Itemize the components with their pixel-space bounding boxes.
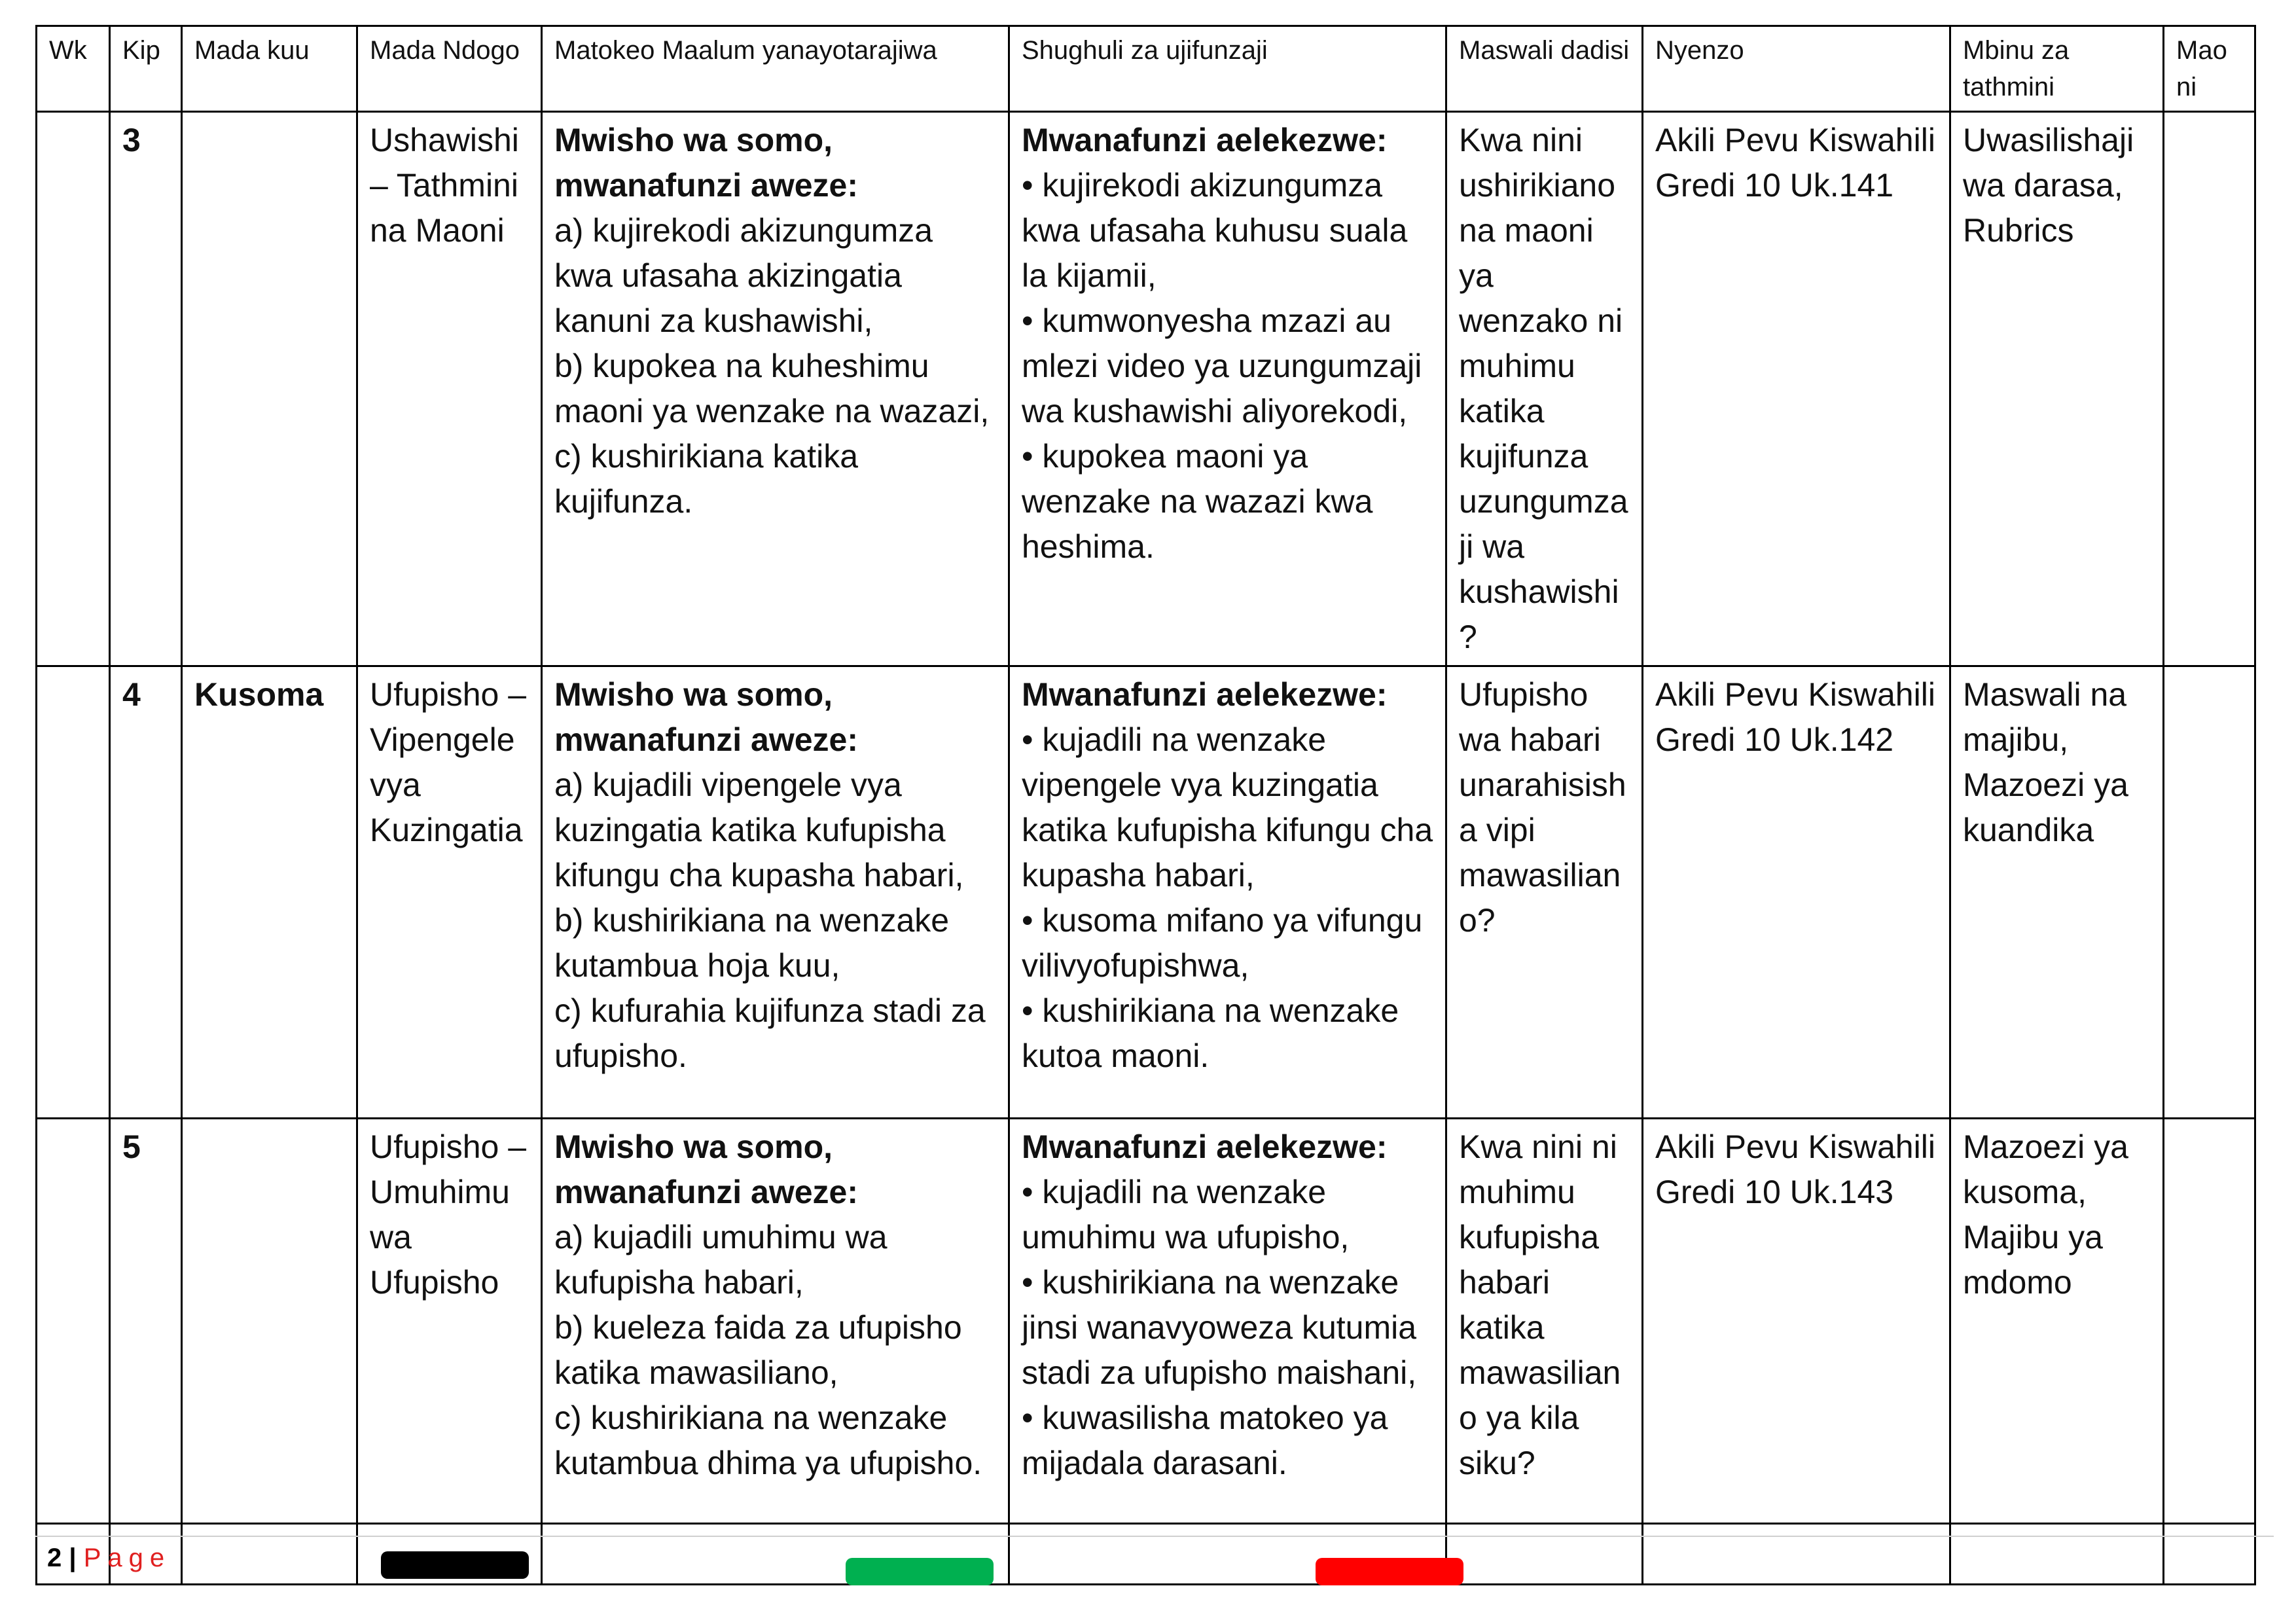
matokeo-intro: Mwisho wa somo, mwanafunzi aweze: [554,122,858,204]
shughuli-bullet-item: • kumwonyesha mzazi au mlezi video ya uzungumzaji wa kushawishi aliyorekodi, [1022,298,1433,434]
empty-cell [182,1524,357,1585]
cell-mada-ndogo: Ushawishi – Tathmini na Maoni [357,112,542,666]
matokeo-item: a) kujirekodi akizungumza kwa ufasaha akizingatia kanuni za kushawishi, [554,212,933,339]
cell-mada-kuu [182,112,357,666]
matokeo-item: c) kushirikiana katika kujifunza. [554,438,859,520]
table-row [37,112,2255,666]
scheme-of-work-table [35,25,2256,1585]
shughuli-bullet-item: • kujirekodi akizungumza kwa ufasaha kuhusu suala la kijamii, [1022,163,1433,298]
footer-divider [35,1536,2274,1537]
header-mada-ndogo: Mada Ndogo [357,26,542,112]
header-matokeo: Matokeo Maalum yanayotarajiwa [542,26,1009,112]
header-maswali: Maswali dadisi [1446,26,1643,112]
shughuli-bullet-item: • kushirikiana na wenzake jinsi wanavyoweza kutumia stadi za ufupisho maishani, [1022,1260,1433,1396]
matokeo-item: b) kushirikiana na wenzake kutambua hoja kuu, [554,902,950,984]
header-shughuli: Shughuli za ujifunzaji [1009,26,1446,112]
header-kip: Kip [110,26,182,112]
header-maoni: Mao ni [2164,26,2255,112]
cell-matokeo [542,112,1009,666]
cell-nyenzo: Akili Pevu Kiswahili Gredi 10 Uk.143 [1643,1119,1950,1524]
header-mada-kuu: Mada kuu [182,26,357,112]
cell-wk [37,112,110,666]
empty-cell [2164,1524,2255,1585]
page-word: Page [83,1543,171,1572]
cell-wk [37,1119,110,1524]
green-color-bar [846,1558,994,1585]
cell-maoni [2164,666,2255,1119]
cell-maoni [2164,112,2255,666]
cell-matokeo [542,666,1009,1119]
cell-mbinu: Uwasilishaji wa darasa, Rubrics [1950,112,2164,666]
cell-maswali: Kwa nini ni muhimu kufupisha habari katika mawasilian o ya kila siku? [1446,1119,1643,1524]
cell-shughuli [1009,1119,1446,1524]
scheme-of-work-table-container [35,25,2254,1585]
header-mbinu: Mbinu za tathmini [1950,26,2164,112]
cell-kip: 4 [110,666,182,1119]
header-wk: Wk [37,26,110,112]
cell-mbinu: Maswali na majibu, Mazoezi ya kuandika [1950,666,2164,1119]
cell-maswali: Ufupisho wa habari unarahisish a vipi mawasilian o? [1446,666,1643,1119]
cell-kip: 3 [110,112,182,666]
shughuli-bullet-item: • kushirikiana na wenzake kutoa maoni. [1022,988,1433,1079]
cell-mbinu: Mazoezi ya kusoma, Majibu ya mdomo [1950,1119,2164,1524]
empty-cell [1446,1524,1643,1585]
cell-mada-ndogo: Ufupisho – Umuhimu wa Ufupisho [357,1119,542,1524]
header-nyenzo: Nyenzo [1643,26,1950,112]
page-number: 2 [47,1543,62,1572]
table-row [37,1119,2255,1524]
matokeo-item: c) kushirikiana na wenzake kutambua dhima ya ufupisho. [554,1399,982,1481]
shughuli-intro: Mwanafunzi aelekezwe: [1022,1128,1388,1165]
shughuli-bullet-item: • kuwasilisha matokeo ya mijadala darasani. [1022,1396,1433,1486]
page-separator: | [69,1543,77,1572]
matokeo-item: c) kufurahia kujifunza stadi za ufupisho. [554,992,986,1074]
table-row [37,666,2255,1119]
cell-maswali: Kwa nini ushirikiano na maoni ya wenzako ni muhimu katika kujifunza uzungumza ji wa kushawishi? [1446,112,1643,666]
empty-table-row [37,1524,2255,1585]
cell-shughuli [1009,112,1446,666]
shughuli-bullet-item: • kusoma mifano ya vifungu vilivyofupishwa, [1022,898,1433,988]
matokeo-item: a) kujadili vipengele vya kuzingatia katika kufupisha kifungu cha kupasha habari, [554,767,964,893]
shughuli-bullet-item: • kujadili na wenzake vipengele vya kuzingatia katika kufupisha kifungu cha kupasha habari, [1022,717,1433,898]
black-color-bar [381,1551,529,1579]
shughuli-bullet-item: • kujadili na wenzake umuhimu wa ufupisho, [1022,1170,1433,1260]
cell-maoni [2164,1119,2255,1524]
matokeo-intro: Mwisho wa somo, mwanafunzi aweze: [554,1128,858,1210]
page-footer-label [47,1540,171,1576]
matokeo-item: b) kueleza faida za ufupisho katika mawasiliano, [554,1309,962,1391]
empty-cell [1643,1524,1950,1585]
cell-kip: 5 [110,1119,182,1524]
empty-cell [1950,1524,2164,1585]
shughuli-intro: Mwanafunzi aelekezwe: [1022,676,1388,713]
cell-nyenzo: Akili Pevu Kiswahili Gredi 10 Uk.142 [1643,666,1950,1119]
cell-shughuli [1009,666,1446,1119]
cell-matokeo [542,1119,1009,1524]
cell-wk [37,666,110,1119]
table-header-row [37,26,2255,112]
red-color-bar [1316,1558,1463,1585]
cell-mada-ndogo: Ufupisho – Vipengele vya Kuzingatia [357,666,542,1119]
cell-mada-kuu [182,1119,357,1524]
shughuli-intro: Mwanafunzi aelekezwe: [1022,122,1388,158]
matokeo-item: a) kujadili umuhimu wa kufupisha habari, [554,1219,888,1301]
shughuli-bullet-item: • kupokea maoni ya wenzake na wazazi kwa heshima. [1022,434,1433,569]
matokeo-item: b) kupokea na kuheshimu maoni ya wenzake na wazazi, [554,348,990,429]
matokeo-intro: Mwisho wa somo, mwanafunzi aweze: [554,676,858,758]
cell-nyenzo: Akili Pevu Kiswahili Gredi 10 Uk.141 [1643,112,1950,666]
cell-mada-kuu: Kusoma [182,666,357,1119]
